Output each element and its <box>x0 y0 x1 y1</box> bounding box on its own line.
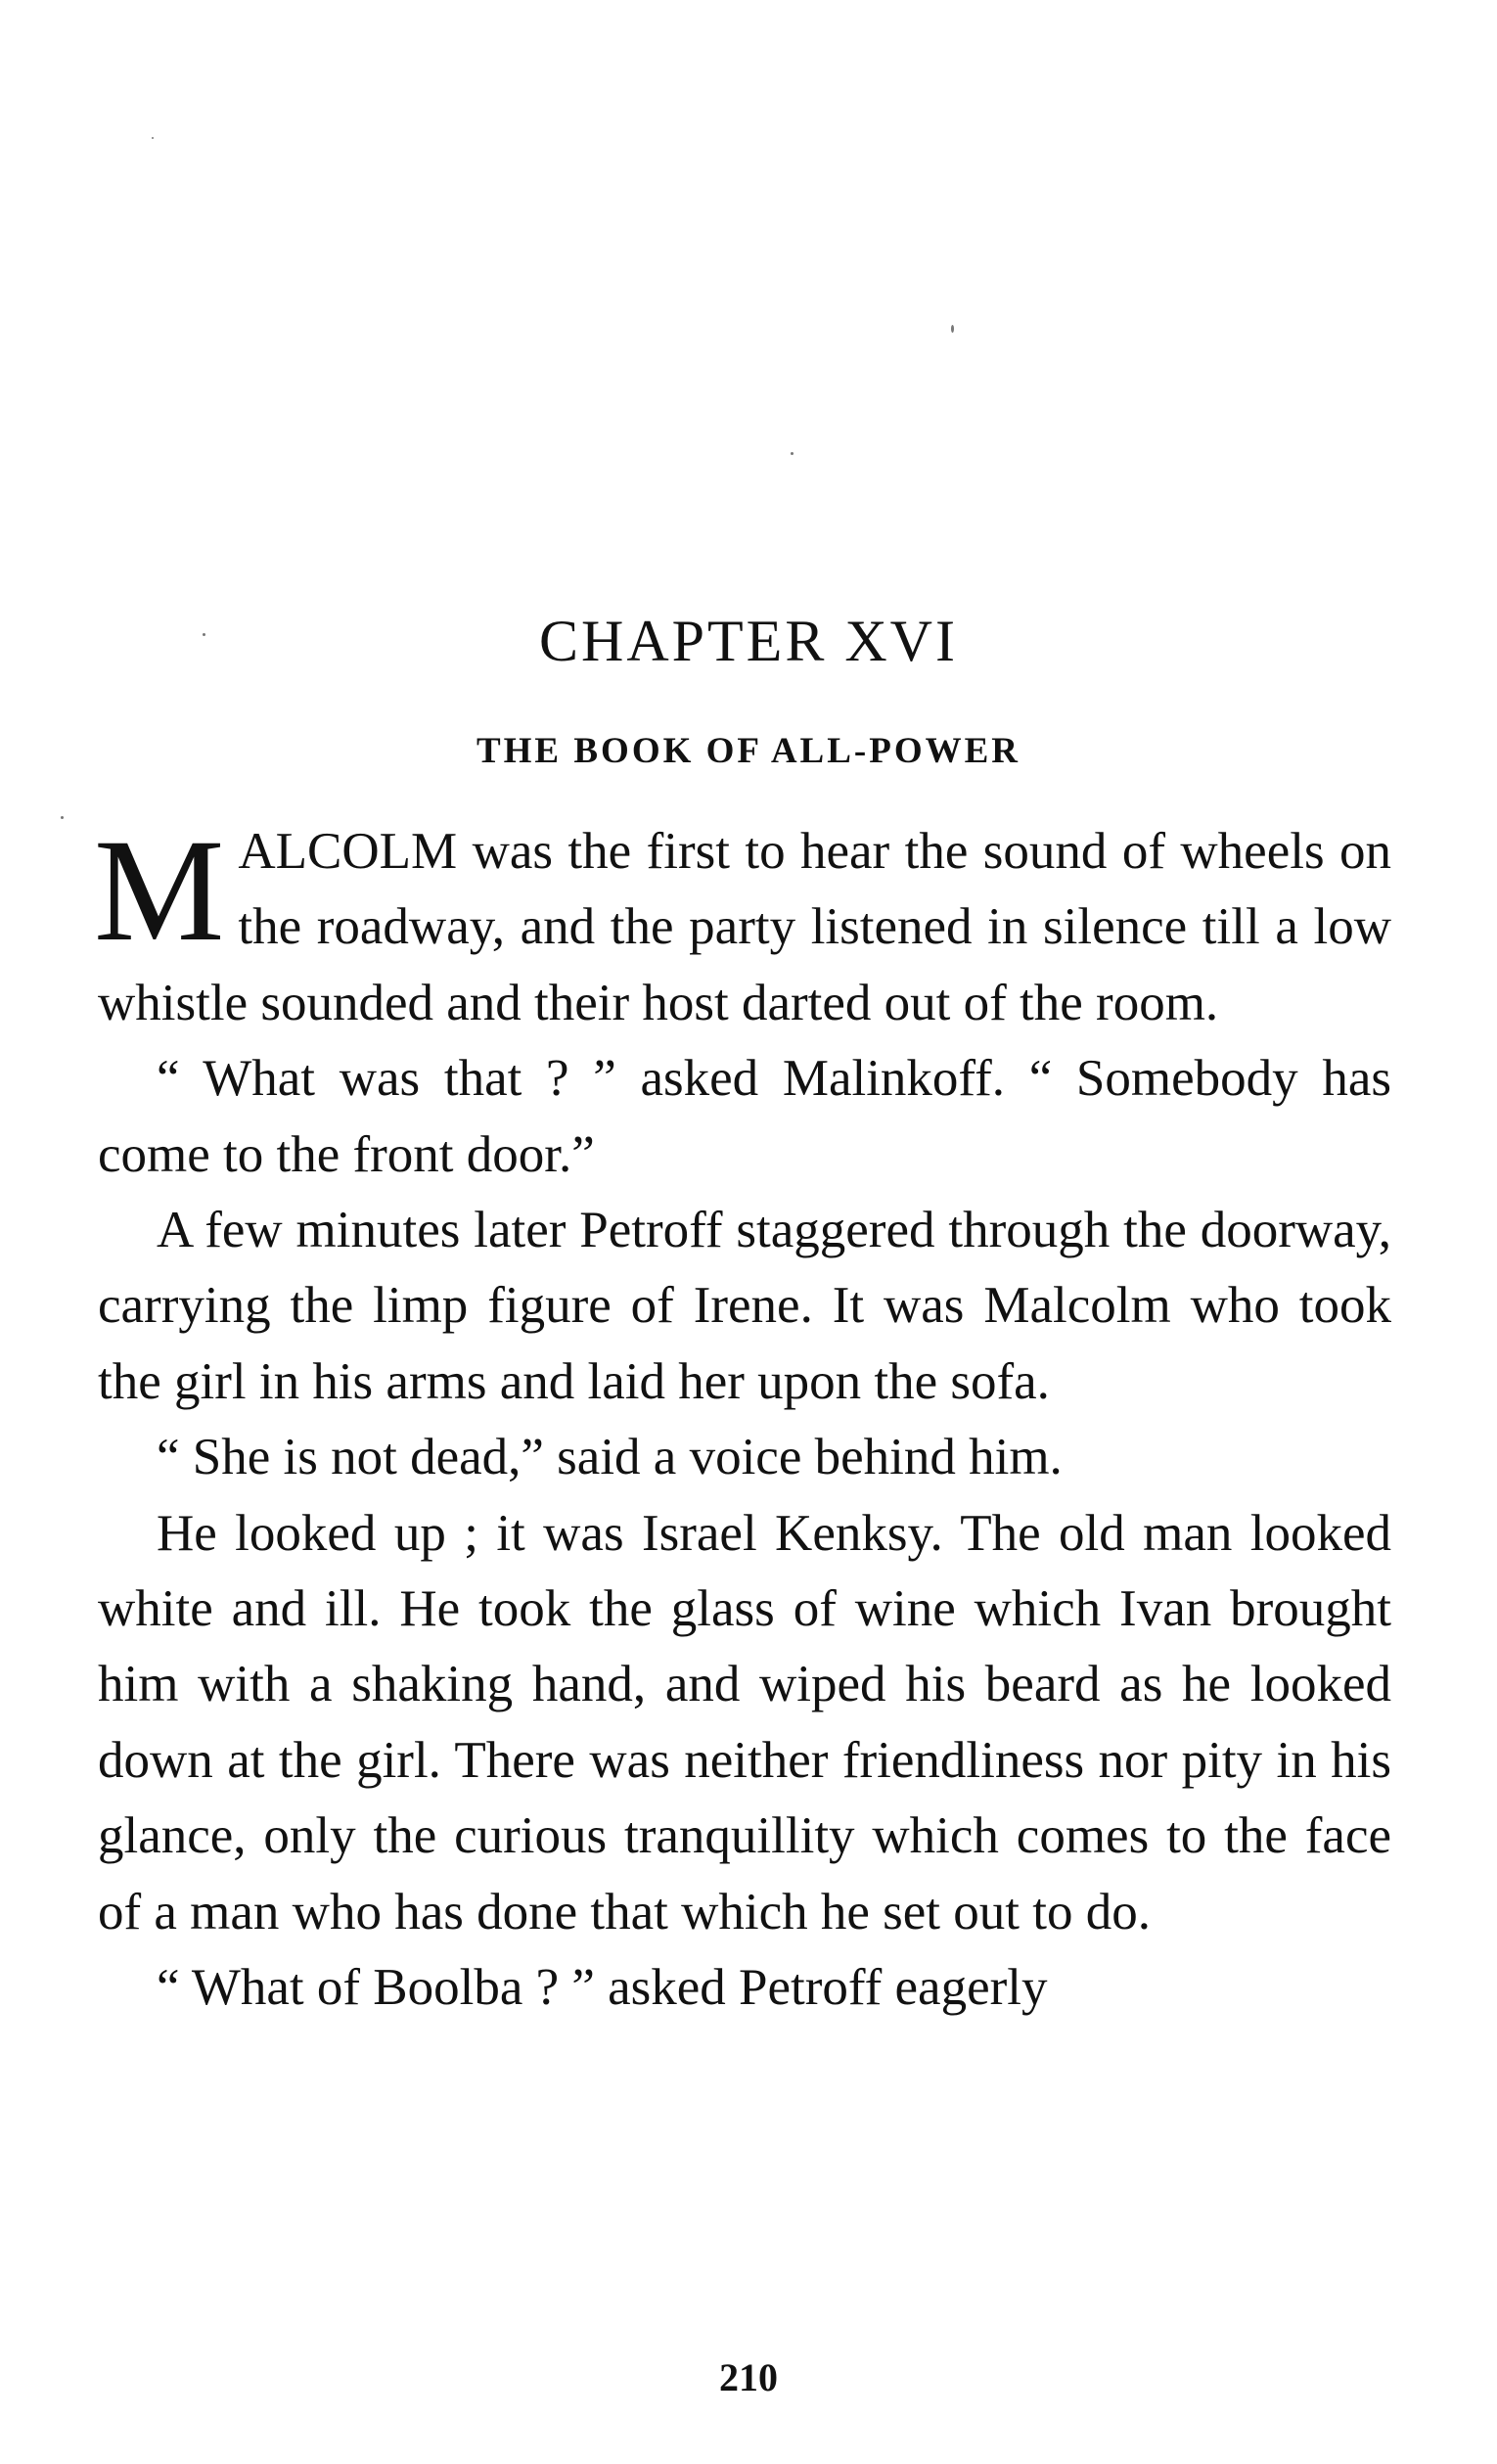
paper-speck <box>61 816 64 819</box>
chapter-number: CHAPTER XVI <box>538 609 958 673</box>
page-number: 210 <box>719 2355 778 2399</box>
paragraph-text: ALCOLM was the first to hear the sound of wheels on the roadway, and the party listened in silence till a low whistle sounded and their host darted out of the room. <box>98 823 1391 1031</box>
paragraph <box>94 809 1391 1041</box>
paper-speck <box>791 452 794 455</box>
paragraph: He looked up ; it was Israel Kenksy. The old man looked white and ill. He took the glass of wine which Ivan brought him with a shaking hand, and wiped his beard as he looked down at the girl. There was neither friendliness nor pity in his glance, only the curious tranquillity which comes to the face of a man who has done that which he set out to do. <box>98 1504 1391 1940</box>
paper-speck <box>152 137 154 139</box>
paragraph: “ What was that ? ” asked Malinkoff. “ Somebody has come to the front door.” <box>98 1050 1391 1183</box>
paragraph: “ She is not dead,” said a voice behind him. <box>157 1429 1063 1486</box>
paragraph: “ What of Boolba ? ” asked Petroff eagerly <box>157 1959 1048 2017</box>
chapter-body <box>94 809 1391 2027</box>
paragraph: A few minutes later Petroff staggered through the doorway, carrying the limp figure of Irene. It was Malcolm who took the girl in his arms and laid her upon the sofa. <box>98 1202 1391 1410</box>
chapter-title: THE BOOK OF ALL-POWER <box>476 731 1021 771</box>
drop-cap: M <box>94 809 225 972</box>
paper-speck <box>951 325 954 333</box>
